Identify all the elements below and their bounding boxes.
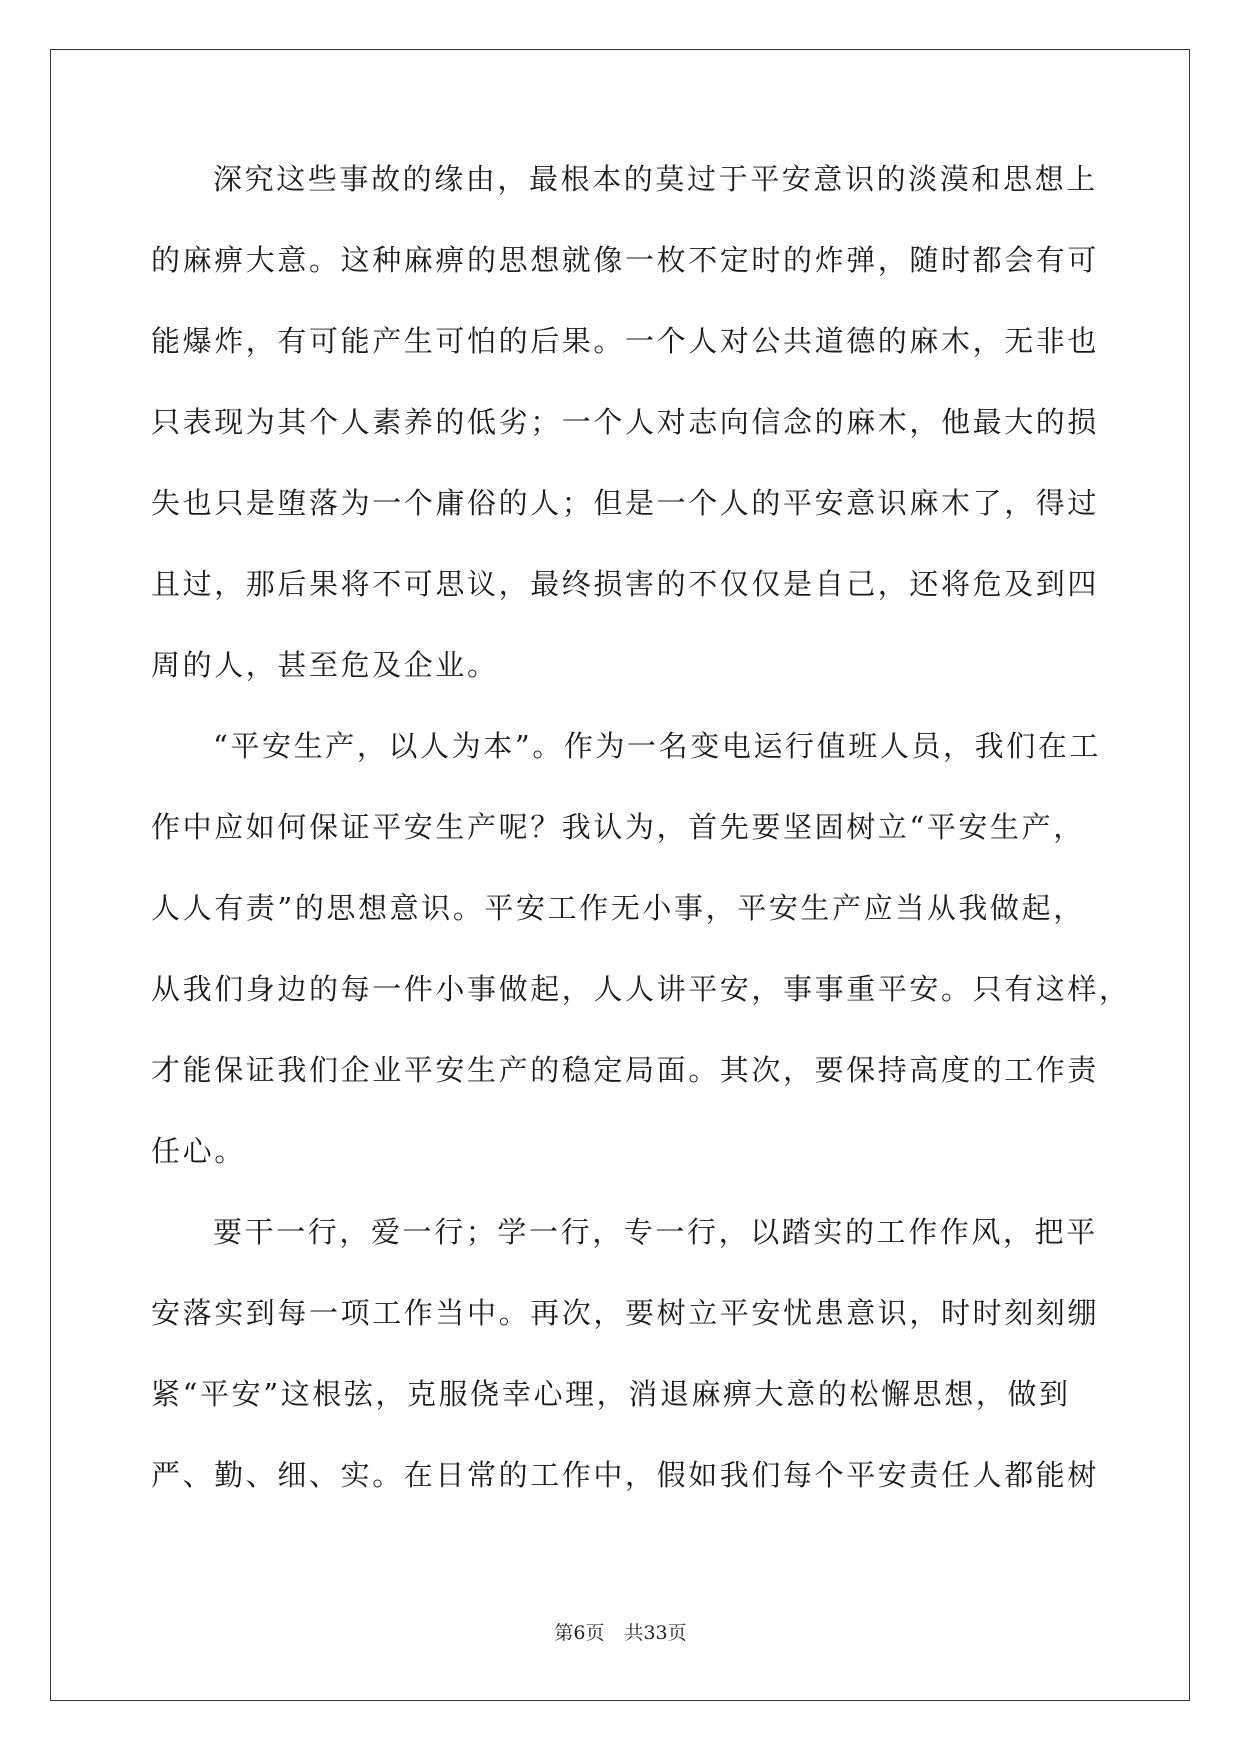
paragraph-1-line-5: 失也只是堕落为一个庸俗的人；但是一个人的平安意识麻木了，得过	[151, 486, 1100, 520]
paragraph-2-line-3: 人人有责”的思想意识。平安工作无小事，平安生产应当从我做起，	[151, 891, 1085, 925]
paragraph-1-line-3: 能爆炸，有可能产生可怕的后果。一个人对公共道德的麻木，无非也	[151, 324, 1100, 358]
paragraph-1-line-6: 且过，那后果将不可思议，最终损害的不仅仅是自己，还将危及到四	[151, 567, 1100, 601]
page-number: 第6页	[554, 1622, 605, 1644]
page-footer	[0, 1618, 1241, 1645]
paragraph-3-line-4: 严、勤、细、实。在日常的工作中，假如我们每个平安责任人都能树	[151, 1458, 1100, 1492]
paragraph-1-line-7: 周的人，甚至危及企业。	[151, 648, 499, 682]
paragraph-1-line-2: 的麻痹大意。这种麻痹的思想就像一枚不定时的炸弹，随时都会有可	[151, 243, 1100, 277]
paragraph-2-line-5: 才能保证我们企业平安生产的稳定局面。其次，要保持高度的工作责	[151, 1053, 1100, 1087]
paragraph-2-line-6: 任心。	[151, 1134, 246, 1168]
paragraph-3-line-2: 安落实到每一项工作当中。再次，要树立平安忧患意识，时时刻刻绷	[151, 1296, 1100, 1330]
paragraph-1-line-4: 只表现为其个人素养的低劣；一个人对志向信念的麻木，他最大的损	[151, 405, 1100, 439]
paragraph-2-line-4: 从我们身边的每一件小事做起，人人讲平安，事事重平安。只有这样，	[151, 972, 1131, 1006]
document-body	[151, 162, 1131, 1539]
paragraph-2-line-1: “平安生产，以人为本”。作为一名变电运行值班人员，我们在工	[213, 729, 1102, 763]
paragraph-3-line-1: 要干一行，爱一行；学一行，专一行，以踏实的工作作风，把平	[213, 1215, 1098, 1249]
paragraph-2-line-2: 作中应如何保证平安生产呢？我认为，首先要坚固树立“平安生产，	[151, 810, 1085, 844]
paragraph-3-line-3: 紧“平安”这根弦，克服侥幸心理，消退麻痹大意的松懈思想，做到	[151, 1377, 1071, 1411]
total-pages: 共33页	[624, 1622, 687, 1644]
paragraph-1-line-1: 深究这些事故的缘由，最根本的莫过于平安意识的淡漠和思想上	[213, 162, 1098, 196]
